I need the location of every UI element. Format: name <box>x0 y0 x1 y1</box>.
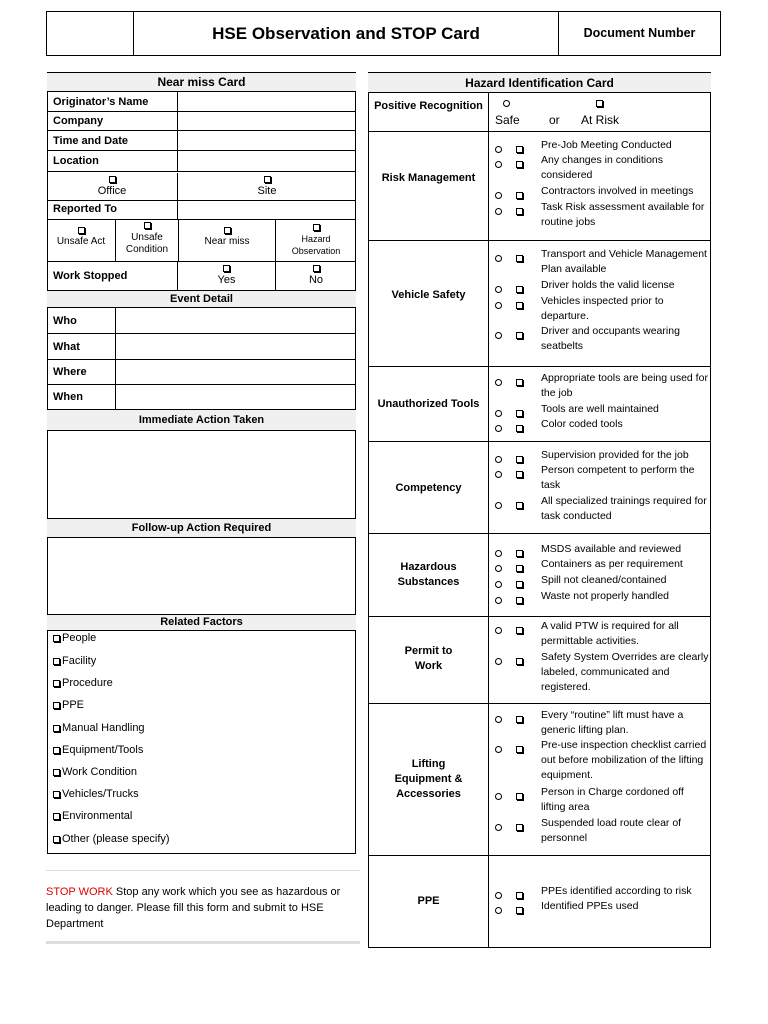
item-radio[interactable] <box>495 456 502 463</box>
event-rows <box>47 308 356 410</box>
site-checkbox[interactable] <box>264 176 271 183</box>
factor-label: Procedure <box>62 677 113 689</box>
item-checkbox[interactable] <box>516 892 523 899</box>
factor-checkbox[interactable] <box>53 791 60 798</box>
work-stopped-row <box>47 262 356 291</box>
who-field[interactable] <box>116 308 356 334</box>
item-radio[interactable] <box>495 192 502 199</box>
yes-option[interactable] <box>178 262 275 290</box>
company-label <box>47 112 178 131</box>
yes-checkbox[interactable] <box>223 265 230 272</box>
document-number-label: Document Number <box>583 26 696 40</box>
item-checkbox[interactable] <box>516 302 523 309</box>
factor-checkbox[interactable] <box>53 725 60 732</box>
item-text: Appropriate tools are being used for the job <box>541 372 708 399</box>
divider <box>46 941 360 944</box>
item-radio[interactable] <box>495 793 502 800</box>
item-radio[interactable] <box>495 286 502 293</box>
reported-to-row <box>47 201 356 220</box>
factor-item[interactable] <box>53 699 84 711</box>
followup-action-header: Follow-up Action Required <box>47 519 356 538</box>
item-text: Every “routine” lift must have a generic lifting plan. <box>541 709 684 736</box>
originator-field[interactable] <box>178 92 356 112</box>
hazard-item[interactable] <box>495 542 711 557</box>
item-text: Containers as per requirement <box>541 558 683 570</box>
unsafe-act-checkbox[interactable] <box>78 227 85 234</box>
originator-text: Originator’s Name <box>53 96 149 108</box>
item-radio[interactable] <box>495 410 502 417</box>
hazard-item[interactable] <box>495 448 711 463</box>
item-checkbox[interactable] <box>516 286 523 293</box>
factor-item[interactable] <box>53 766 137 778</box>
site-label: Site <box>257 185 277 197</box>
near-miss-option[interactable] <box>179 225 275 261</box>
related-factors-header: Related Factors <box>47 615 356 631</box>
hazard-item[interactable] <box>495 589 711 604</box>
hazard-item[interactable] <box>495 184 711 199</box>
factor-label: Facility <box>62 655 97 667</box>
where-label <box>47 360 116 385</box>
item-text: PPEs identified according to risk <box>541 885 692 897</box>
hazard-item[interactable] <box>495 294 711 324</box>
factor-item[interactable] <box>53 810 132 822</box>
unsafe-act-label: Unsafe Act <box>56 236 106 247</box>
hazard-item[interactable] <box>495 785 711 815</box>
factor-label: Equipment/Tools <box>62 744 144 756</box>
office-option[interactable] <box>47 173 178 201</box>
company-field[interactable] <box>178 112 356 131</box>
report-type-row <box>47 220 356 262</box>
when-field[interactable] <box>116 385 356 410</box>
item-radio[interactable] <box>495 716 502 723</box>
item-radio[interactable] <box>495 502 502 509</box>
competency-label: Competency <box>395 482 462 494</box>
item-text: Supervision provided for the job <box>541 449 689 461</box>
hazard-item[interactable] <box>495 619 711 649</box>
factor-item[interactable] <box>53 744 143 756</box>
hazard-item[interactable] <box>495 738 711 783</box>
hazard-item[interactable] <box>495 200 711 230</box>
where-text: Where <box>53 366 87 378</box>
no-label: No <box>308 274 324 286</box>
item-checkbox[interactable] <box>516 716 523 723</box>
item-checkbox[interactable] <box>516 146 523 153</box>
factor-item[interactable] <box>53 677 113 689</box>
divider <box>369 703 710 704</box>
factor-checkbox[interactable] <box>53 769 60 776</box>
item-text: A valid PTW is required for all permittable activities. <box>541 620 679 647</box>
who-text: Who <box>53 315 77 327</box>
hazard-item[interactable] <box>495 884 711 899</box>
reported-to-field[interactable] <box>178 201 356 219</box>
divider <box>46 870 360 871</box>
unsafe-act-option[interactable] <box>47 225 115 261</box>
divider <box>369 441 710 442</box>
divider <box>369 855 710 856</box>
item-checkbox[interactable] <box>516 471 523 478</box>
item-text: Any changes in conditions considered <box>541 154 663 181</box>
near-miss-title: Near miss Card <box>47 73 356 92</box>
hazard-item[interactable] <box>495 371 711 401</box>
factor-label: Vehicles/Trucks <box>62 788 139 800</box>
item-radio[interactable] <box>495 892 502 899</box>
item-text: Person competent to perform the task <box>541 464 695 491</box>
what-label <box>47 334 116 360</box>
hazardous-substances-label: Hazardous Substances <box>397 561 460 588</box>
hazard-title: Hazard Identification Card <box>368 73 711 93</box>
item-text: Safety System Overrides are clearly labeled, communicated and registered. <box>541 651 709 693</box>
or-label: or <box>549 113 560 127</box>
item-radio[interactable] <box>495 565 502 572</box>
item-checkbox[interactable] <box>516 627 523 634</box>
when-label <box>47 385 116 410</box>
item-radio[interactable] <box>495 161 502 168</box>
office-checkbox[interactable] <box>109 176 116 183</box>
hazard-item[interactable] <box>495 324 711 354</box>
event-detail-header: Event Detail <box>47 291 356 308</box>
item-checkbox[interactable] <box>516 332 523 339</box>
item-radio[interactable] <box>495 907 502 914</box>
info-rows <box>47 92 356 172</box>
item-text: Driver holds the valid license <box>541 279 675 291</box>
hazard-item[interactable] <box>495 650 711 695</box>
item-text: Pre-use inspection checklist carried out before mobilization of the lifting equipment. <box>541 739 707 781</box>
item-text: Color coded tools <box>541 418 623 430</box>
hazard-item[interactable] <box>495 463 711 493</box>
time-date-label <box>47 131 178 151</box>
item-checkbox[interactable] <box>516 550 523 557</box>
factor-item[interactable] <box>53 632 96 644</box>
office-label: Office <box>97 185 127 197</box>
stop-work-label: STOP WORK <box>46 886 113 898</box>
immediate-action-field[interactable] <box>47 431 356 519</box>
factor-item[interactable] <box>53 833 170 845</box>
hazard-item[interactable] <box>495 816 711 846</box>
factor-label: Environmental <box>62 810 133 822</box>
divider <box>369 533 710 534</box>
safe-label: Safe <box>495 113 520 127</box>
column-divider <box>488 93 489 948</box>
unauthorized-tools-label: Unauthorized Tools <box>377 398 480 410</box>
near-miss-label: Near miss <box>204 236 250 247</box>
followup-action-field[interactable] <box>47 538 356 615</box>
item-radio[interactable] <box>495 255 502 262</box>
risk-management-label: Risk Management <box>381 172 476 184</box>
item-checkbox[interactable] <box>516 658 523 665</box>
hazard-item[interactable] <box>495 402 711 417</box>
lifting-equipment-label: Lifting Equipment & Accessories <box>394 758 463 800</box>
item-radio[interactable] <box>495 581 502 588</box>
item-radio[interactable] <box>495 658 502 665</box>
item-text: Spill not cleaned/contained <box>541 574 667 586</box>
location-options <box>47 172 356 201</box>
item-text: Identified PPEs used <box>541 900 639 912</box>
factor-item[interactable] <box>53 655 96 667</box>
unsafe-condition-checkbox[interactable] <box>144 222 151 229</box>
hazard-item[interactable] <box>495 494 711 524</box>
item-text: Driver and occupants wearing seatbelts <box>541 325 680 352</box>
time-date-text: Time and Date <box>53 135 128 147</box>
where-field[interactable] <box>116 360 356 385</box>
hazard-item[interactable] <box>495 557 711 572</box>
item-radio[interactable] <box>495 471 502 478</box>
factor-label: PPE <box>62 699 85 711</box>
company-text: Company <box>53 115 104 127</box>
work-stopped-label <box>47 262 178 290</box>
hazard-item[interactable] <box>495 247 711 277</box>
location-field[interactable] <box>178 151 356 172</box>
title-box <box>46 11 721 56</box>
reported-to-text: Reported To <box>53 203 117 215</box>
factor-checkbox[interactable] <box>53 658 60 665</box>
item-radio[interactable] <box>495 379 502 386</box>
location-text: Location <box>53 155 99 167</box>
item-radio[interactable] <box>495 302 502 309</box>
factor-label: People <box>62 632 97 644</box>
item-checkbox[interactable] <box>516 255 523 262</box>
what-text: What <box>53 341 80 353</box>
stop-work-note <box>46 884 360 932</box>
factor-label: Work Condition <box>62 766 137 778</box>
factor-checkbox[interactable] <box>53 635 60 642</box>
factor-checkbox[interactable] <box>53 836 60 843</box>
hazard-observation-option[interactable] <box>276 221 356 261</box>
item-checkbox[interactable] <box>516 161 523 168</box>
item-checkbox[interactable] <box>516 379 523 386</box>
hazard-observation-checkbox[interactable] <box>313 224 320 231</box>
item-checkbox[interactable] <box>516 410 523 417</box>
item-radio[interactable] <box>495 746 502 753</box>
when-text: When <box>53 391 83 403</box>
hazard-observation-label: Hazard Observation <box>291 234 341 256</box>
work-stopped-text: Work Stopped <box>53 270 128 282</box>
item-radio[interactable] <box>495 627 502 634</box>
divider <box>369 366 710 367</box>
hazard-item[interactable] <box>495 417 711 432</box>
hazard-item[interactable] <box>495 573 711 588</box>
item-checkbox[interactable] <box>516 597 523 604</box>
hazard-item[interactable] <box>495 278 711 293</box>
unsafe-condition-option[interactable] <box>116 220 178 261</box>
factor-checkbox[interactable] <box>53 813 60 820</box>
item-text: Person in Charge cordoned off lifting area <box>541 786 684 813</box>
divider <box>369 131 710 132</box>
item-text: MSDS available and reviewed <box>541 543 682 555</box>
originator-label <box>47 92 178 112</box>
item-radio[interactable] <box>495 208 502 215</box>
item-radio[interactable] <box>495 425 502 432</box>
hazard-item[interactable] <box>495 138 711 153</box>
item-checkbox[interactable] <box>516 907 523 914</box>
item-text: Transport and Vehicle Management Plan available <box>541 248 707 275</box>
at-risk-label: At Risk <box>581 113 620 127</box>
divider <box>369 240 710 241</box>
item-checkbox[interactable] <box>516 208 523 215</box>
item-checkbox[interactable] <box>516 456 523 463</box>
who-label <box>47 308 116 334</box>
item-checkbox[interactable] <box>516 793 523 800</box>
hazard-item[interactable] <box>495 153 711 183</box>
factor-label: Other (please specify) <box>62 833 170 845</box>
item-checkbox[interactable] <box>516 824 523 831</box>
item-text: All specialized trainings required for task conducted <box>541 495 707 522</box>
what-field[interactable] <box>116 334 356 360</box>
factor-label: Manual Handling <box>62 722 145 734</box>
item-checkbox[interactable] <box>516 502 523 509</box>
unsafe-condition-label: Unsafe Condition <box>125 232 169 255</box>
item-radio[interactable] <box>495 597 502 604</box>
item-checkbox[interactable] <box>516 425 523 432</box>
item-radio[interactable] <box>495 550 502 557</box>
reported-to-label <box>47 201 178 219</box>
item-radio[interactable] <box>495 146 502 153</box>
factor-item[interactable] <box>53 788 139 800</box>
near-miss-checkbox[interactable] <box>224 227 231 234</box>
item-checkbox[interactable] <box>516 192 523 199</box>
item-checkbox[interactable] <box>516 581 523 588</box>
item-text: Suspended load route clear of personnel <box>541 817 682 844</box>
divider <box>369 616 710 617</box>
item-text: Task Risk assessment available for routine jobs <box>541 201 705 228</box>
hazard-item[interactable] <box>495 708 711 738</box>
factor-checkbox[interactable] <box>53 680 60 687</box>
time-date-field[interactable] <box>178 131 356 151</box>
hazard-item[interactable] <box>495 899 711 914</box>
safe-radio[interactable] <box>503 97 510 109</box>
item-radio[interactable] <box>495 824 502 831</box>
no-option[interactable] <box>276 262 356 290</box>
item-text: Vehicles inspected prior to departure. <box>541 295 664 322</box>
item-text: Pre-Job Meeting Conducted <box>541 139 672 151</box>
factor-item[interactable] <box>53 722 145 734</box>
ppe-label: PPE <box>417 895 440 907</box>
at-risk-checkbox[interactable] <box>596 97 603 109</box>
item-checkbox[interactable] <box>516 746 523 753</box>
page-title: HSE Observation and STOP Card <box>212 24 480 43</box>
item-text: Waste not properly handled <box>541 590 670 602</box>
vehicle-safety-label: Vehicle Safety <box>391 289 466 301</box>
item-text: Tools are well maintained <box>541 403 659 415</box>
site-option[interactable] <box>178 173 356 201</box>
stop-work-text: Stop any work which you see as hazardous or leading to danger. Please fill this form and submit to HSE Department <box>46 886 341 930</box>
item-checkbox[interactable] <box>516 565 523 572</box>
permit-to-work-label: Permit to Work <box>404 645 453 672</box>
factor-checkbox[interactable] <box>53 702 60 709</box>
item-text: Contractors involved in meetings <box>541 185 694 197</box>
yes-label: Yes <box>217 274 236 286</box>
factor-checkbox[interactable] <box>53 747 60 754</box>
positive-recognition-label: Positive Recognition <box>374 100 483 112</box>
no-checkbox[interactable] <box>313 265 320 272</box>
location-label <box>47 151 178 172</box>
item-radio[interactable] <box>495 332 502 339</box>
immediate-action-header: Immediate Action Taken <box>47 410 356 431</box>
